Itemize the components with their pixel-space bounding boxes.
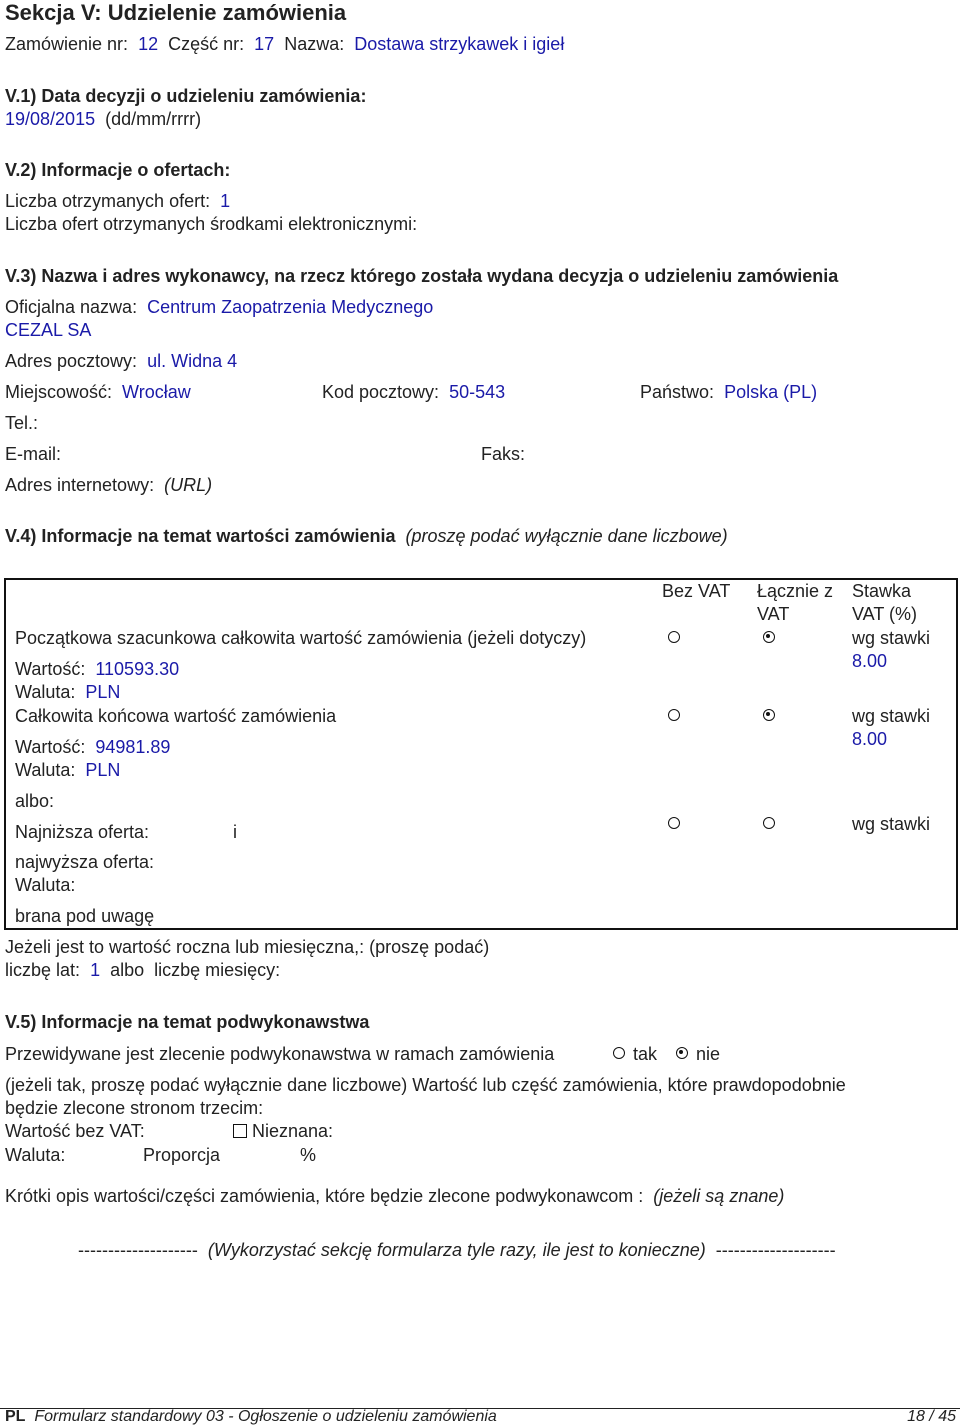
offers-received-label: Liczba otrzymanych ofert: bbox=[5, 191, 211, 211]
order-no: 12 bbox=[138, 34, 159, 54]
city: Wrocław bbox=[122, 382, 191, 402]
range-currency-label: Waluta: bbox=[15, 875, 76, 895]
col-gross-header-2: VAT bbox=[757, 604, 790, 624]
offers-electronic-label: Liczba ofert otrzymanych środkami elektronicznymi: bbox=[5, 214, 418, 234]
date-format: (dd/mm/rrrr) bbox=[105, 109, 202, 129]
and-label: i bbox=[233, 822, 237, 842]
initial-currency-label: Waluta: bbox=[15, 682, 76, 702]
final-currency: PLN bbox=[85, 760, 121, 780]
city-line bbox=[5, 382, 191, 403]
footer-page: 18 / 45 bbox=[907, 1408, 956, 1425]
subcontract-yes-radio[interactable] bbox=[613, 1047, 625, 1059]
final-value-label: Całkowita końcowa wartość zamówienia bbox=[15, 706, 337, 726]
www-line bbox=[5, 475, 212, 496]
unknown-label: Nieznana: bbox=[252, 1121, 334, 1141]
years-label: liczbę lat: bbox=[5, 960, 81, 980]
desc-label: Krótki opis wartości/części zamówienia, które będzie zlecone podwykonawcom : bbox=[5, 1186, 644, 1206]
col-rate-header-2: VAT (%) bbox=[852, 604, 918, 624]
footer-form: Formularz standardowy 03 - Ogłoszenie o udzieleniu zamówienia bbox=[34, 1408, 497, 1425]
initial-value-label: Początkowa szacunkowa całkowita wartość zamówienia (jeżeli dotyczy) bbox=[15, 628, 587, 648]
v1-heading: V.1) Data decyzji o udzieleniu zamówienia: bbox=[5, 86, 367, 106]
dashes-left: -------------------- bbox=[78, 1240, 198, 1260]
part-no: 17 bbox=[254, 34, 275, 54]
or2-label: albo bbox=[110, 960, 145, 980]
subcontract-question: Przewidywane jest zlecenie podwykonawstwa w ramach zamówienia bbox=[5, 1044, 555, 1064]
months-label: liczbę miesięcy: bbox=[154, 960, 281, 980]
initial-currency: PLN bbox=[85, 682, 121, 702]
v5-currency-label: Waluta: bbox=[5, 1145, 66, 1165]
final-rate-label: wg stawki bbox=[852, 706, 931, 726]
dashes-right: -------------------- bbox=[715, 1240, 836, 1260]
v4-heading: V.4) Informacje na temat wartości zamówienia bbox=[5, 526, 396, 546]
subcontract-no-radio[interactable] bbox=[676, 1047, 688, 1059]
official-name-label: Oficjalna nazwa: bbox=[5, 297, 138, 317]
subcontract-yes-label: tak bbox=[633, 1044, 658, 1064]
name-label: Nazwa: bbox=[284, 34, 345, 54]
official-name: Centrum Zaopatrzenia Medycznego bbox=[147, 297, 434, 317]
city-label: Miejscowość: bbox=[5, 382, 113, 402]
col-gross-header-1: Łącznie z bbox=[757, 581, 834, 601]
v4-hint: (proszę podać wyłącznie dane liczbowe) bbox=[405, 526, 728, 546]
initial-value-field-label: Wartość: bbox=[15, 659, 86, 679]
country-label: Państwo: bbox=[640, 382, 715, 402]
order-no-label: Zamówienie nr: bbox=[5, 34, 129, 54]
annual-label: Jeżeli jest to wartość roczna lub miesięczna,: (proszę podać) bbox=[5, 937, 490, 957]
col-rate-header-1: Stawka bbox=[852, 581, 912, 601]
col-net-header: Bez VAT bbox=[662, 581, 731, 601]
tel-label: Tel.: bbox=[5, 413, 39, 433]
official-name-line bbox=[5, 297, 433, 318]
unknown-checkbox[interactable] bbox=[233, 1124, 247, 1138]
final-currency-label: Waluta: bbox=[15, 760, 76, 780]
initial-net-radio[interactable] bbox=[668, 631, 680, 643]
www-label: Adres internetowy: bbox=[5, 475, 155, 495]
repeat-note-text: (Wykorzystać sekcję formularza tyle razy, ile jest to konieczne) bbox=[207, 1240, 706, 1260]
postal-label: Kod pocztowy: bbox=[322, 382, 440, 402]
final-currency-line bbox=[15, 760, 120, 781]
percent-sign: % bbox=[300, 1145, 317, 1165]
subcontract-no-label: nie bbox=[696, 1044, 721, 1064]
subcontract-info-2: będzie zlecone stronom trzecim: bbox=[5, 1098, 264, 1118]
years-line bbox=[5, 960, 280, 981]
order-name: Dostawa strzykawek i igieł bbox=[354, 34, 565, 54]
final-value-line bbox=[15, 737, 170, 758]
v5-heading: V.5) Informacje na temat podwykonawstwa bbox=[5, 1012, 370, 1032]
considered-label: brana pod uwagę bbox=[15, 906, 155, 926]
v2-heading: V.2) Informacje o ofertach: bbox=[5, 160, 231, 180]
section-title: Sekcja V: Udzielenie zamówienia bbox=[5, 0, 347, 25]
lowest-offer-label: Najniższa oferta: bbox=[15, 822, 150, 842]
final-value-field-label: Wartość: bbox=[15, 737, 86, 757]
offers-received: 1 bbox=[220, 191, 231, 211]
final-value: 94981.89 bbox=[95, 737, 171, 757]
email-label: E-mail: bbox=[5, 444, 62, 464]
range-rate-label: wg stawki bbox=[852, 814, 931, 834]
initial-currency-line bbox=[15, 682, 120, 703]
net-value-label: Wartość bez VAT: bbox=[5, 1121, 145, 1141]
fax-label: Faks: bbox=[481, 444, 526, 464]
or-label: albo: bbox=[15, 791, 55, 811]
highest-offer-label: najwyższa oferta: bbox=[15, 852, 155, 872]
initial-value-line bbox=[15, 659, 179, 680]
desc-line bbox=[5, 1186, 784, 1207]
www-hint: (URL) bbox=[164, 475, 213, 495]
decision-date-line bbox=[5, 109, 201, 130]
proportion-label: Proporcja bbox=[143, 1145, 221, 1165]
address: ul. Widna 4 bbox=[147, 351, 238, 371]
range-gross-radio[interactable] bbox=[763, 817, 775, 829]
v3-heading: V.3) Nazwa i adres wykonawcy, na rzecz którego została wydana decyzja o udzieleniu zamówienia bbox=[5, 266, 839, 286]
final-rate: 8.00 bbox=[852, 729, 888, 749]
initial-value: 110593.30 bbox=[95, 659, 180, 679]
footer-left bbox=[5, 1408, 497, 1426]
address-label: Adres pocztowy: bbox=[5, 351, 138, 371]
footer-country: PL bbox=[5, 1408, 26, 1425]
offers-received-line bbox=[5, 191, 230, 212]
range-net-radio[interactable] bbox=[668, 817, 680, 829]
postal-code: 50-543 bbox=[449, 382, 506, 402]
initial-rate-label: wg stawki bbox=[852, 628, 931, 648]
final-gross-radio[interactable] bbox=[763, 709, 775, 721]
final-net-radio[interactable] bbox=[668, 709, 680, 721]
initial-rate: 8.00 bbox=[852, 651, 888, 671]
v4-heading-line bbox=[5, 526, 728, 547]
country: Polska (PL) bbox=[724, 382, 818, 402]
country-line bbox=[640, 382, 817, 403]
desc-hint: (jeżeli są znane) bbox=[653, 1186, 785, 1206]
order-line bbox=[5, 34, 564, 55]
initial-gross-radio[interactable] bbox=[763, 631, 775, 643]
years: 1 bbox=[90, 960, 101, 980]
postal-line bbox=[322, 382, 505, 403]
subcontract-info-1: (jeżeli tak, proszę podać wyłącznie dane liczbowe) Wartość lub część zamówienia, które prawdopodobnie bbox=[5, 1075, 846, 1095]
address-line bbox=[5, 351, 237, 372]
repeat-note bbox=[78, 1240, 836, 1261]
decision-date: 19/08/2015 bbox=[5, 109, 96, 129]
official-name-cont: CEZAL SA bbox=[5, 320, 92, 340]
part-no-label: Część nr: bbox=[168, 34, 245, 54]
